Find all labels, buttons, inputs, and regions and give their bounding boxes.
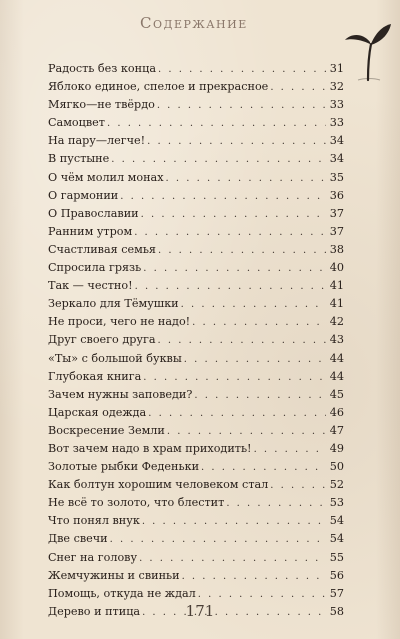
- toc-entry-title: Снег на голову: [48, 550, 138, 564]
- toc-leader-dots: [270, 477, 326, 495]
- toc-entry-title: Две свечи: [48, 532, 108, 546]
- toc-entry-page: 46: [329, 405, 344, 419]
- toc-leader-dots: [148, 405, 326, 423]
- toc-leader-dots: [167, 423, 326, 441]
- toc-entry-page: 50: [329, 460, 344, 474]
- toc-entry-title: Яблоко единое, спелое и прекрасное: [48, 80, 269, 94]
- toc-entry-page: 43: [329, 333, 344, 347]
- toc-entry-title: О чём молил монах: [48, 170, 164, 184]
- toc-entry: [48, 567, 344, 585]
- toc-entry-page: 44: [329, 369, 344, 383]
- toc-leader-dots: [194, 387, 326, 405]
- toc-leader-dots: [110, 531, 326, 549]
- toc-entry: [48, 350, 344, 368]
- toc-entry-page: 41: [329, 279, 344, 293]
- toc-entry: [48, 241, 344, 259]
- toc-entry-page: 34: [329, 152, 344, 166]
- toc-entry-title: Жемчужины и свиньи: [48, 568, 180, 582]
- toc-entry-title: Воскресение Земли: [48, 423, 165, 437]
- page-header: [0, 14, 400, 44]
- toc-entry-page: 40: [329, 261, 344, 275]
- toc-entry-title: Друг своего друга: [48, 333, 156, 347]
- toc-entry-page: 58: [329, 604, 344, 618]
- toc-leader-dots: [107, 115, 326, 133]
- toc-entry-title: Глубокая книга: [48, 369, 142, 383]
- toc-leader-dots: [270, 79, 326, 97]
- toc-entry-title: Помощь, откуда не ждал: [48, 586, 196, 600]
- toc-entry: [48, 512, 344, 530]
- toc-entry-page: 41: [329, 297, 344, 311]
- toc-entry-page: 56: [329, 568, 344, 582]
- table-of-contents: [48, 60, 344, 621]
- toc-entry-title: Радость без конца: [48, 62, 156, 75]
- toc-entry: [48, 585, 344, 603]
- toc-entry-page: 35: [329, 170, 344, 184]
- toc-leader-dots: [142, 513, 326, 531]
- toc-entry-title: Зеркало для Тёмушки: [48, 297, 179, 311]
- toc-leader-dots: [158, 242, 326, 260]
- toc-leader-dots: [134, 224, 326, 242]
- toc-entry-title: О Православии: [48, 206, 139, 220]
- toc-entry: [48, 114, 344, 132]
- toc-leader-dots: [226, 495, 326, 513]
- section-title: Содержание: [140, 14, 248, 32]
- toc-entry-page: 44: [329, 351, 344, 365]
- toc-entry-page: 55: [329, 550, 344, 564]
- toc-entry-title: Спросила грязь: [48, 261, 142, 275]
- toc-entry-title: Самоцвет: [48, 116, 105, 130]
- toc-entry: [48, 60, 344, 78]
- toc-entry-title: О гармонии: [48, 188, 119, 202]
- toc-leader-dots: [254, 441, 326, 459]
- toc-leader-dots: [139, 550, 326, 568]
- toc-leader-dots: [120, 188, 326, 206]
- toc-entry: [48, 494, 344, 512]
- toc-entry: [48, 386, 344, 404]
- toc-entry: [48, 78, 344, 96]
- toc-entry-page: 49: [329, 441, 344, 455]
- toc-leader-dots: [147, 133, 326, 151]
- toc-entry: [48, 458, 344, 476]
- toc-entry: [48, 96, 344, 114]
- toc-entry: [48, 295, 344, 313]
- toc-entry-title: «Ты» с большой буквы: [48, 351, 182, 365]
- toc-entry-page: 31: [329, 62, 344, 75]
- toc-entry-title: Вот зачем надо в храм приходить!: [48, 441, 252, 455]
- toc-leader-dots: [166, 170, 326, 188]
- toc-entry-title: Как болтун хорошим человеком стал: [48, 478, 269, 492]
- toc-leader-dots: [158, 332, 327, 350]
- toc-entry-page: 52: [329, 478, 344, 492]
- toc-entry-page: 36: [329, 188, 344, 202]
- toc-leader-dots: [158, 61, 326, 79]
- toc-entry: [48, 422, 344, 440]
- toc-leader-dots: [111, 151, 326, 169]
- toc-entry-title: Не всё то золото, что блестит: [48, 496, 225, 510]
- toc-entry: [48, 132, 344, 150]
- page-number: 171: [185, 602, 215, 620]
- toc-entry: [48, 440, 344, 458]
- toc-leader-dots: [141, 206, 326, 224]
- toc-entry-title: Золотые рыбки Феденьки: [48, 460, 200, 474]
- toc-entry-page: 32: [329, 80, 344, 94]
- toc-entry-title: Не проси, чего не надо!: [48, 315, 191, 329]
- toc-entry-title: Что понял внук: [48, 514, 140, 528]
- toc-entry: [48, 205, 344, 223]
- toc-entry-title: Дерево и птица: [48, 604, 141, 618]
- toc-entry-page: 42: [329, 315, 344, 329]
- toc-entry-page: 33: [329, 116, 344, 130]
- toc-entry-title: Зачем нужны заповеди?: [48, 387, 193, 401]
- toc-leader-dots: [184, 351, 326, 369]
- toc-leader-dots: [192, 314, 326, 332]
- toc-entry: [48, 169, 344, 187]
- toc-entry: [48, 259, 344, 277]
- toc-entry-title: Счастливая семья: [48, 242, 156, 256]
- toc-entry-page: 45: [329, 387, 344, 401]
- toc-entry-page: 53: [329, 496, 344, 510]
- toc-leader-dots: [157, 97, 326, 115]
- toc-entry: [48, 331, 344, 349]
- toc-entry: [48, 223, 344, 241]
- toc-leader-dots: [143, 260, 326, 278]
- toc-entry: [48, 277, 344, 295]
- toc-entry-page: 37: [329, 224, 344, 238]
- toc-entry-title: Мягко—не твёрдо: [48, 98, 155, 112]
- toc-entry: [48, 476, 344, 494]
- toc-entry-title: Так — честно!: [48, 279, 133, 293]
- toc-entry-title: Ранним утром: [48, 224, 133, 238]
- toc-entry: [48, 368, 344, 386]
- toc-entry: [48, 549, 344, 567]
- toc-entry: [48, 530, 344, 548]
- toc-leader-dots: [182, 568, 326, 586]
- toc-leader-dots: [201, 459, 326, 477]
- toc-entry-page: 54: [329, 514, 344, 528]
- toc-entry-title: Царская одежда: [48, 405, 147, 419]
- toc-entry-page: 33: [329, 98, 344, 112]
- toc-entry: [48, 313, 344, 331]
- toc-entry: [48, 150, 344, 168]
- toc-entry: [48, 187, 344, 205]
- toc-leader-dots: [143, 369, 326, 387]
- toc-entry-page: 54: [329, 532, 344, 546]
- sprout-icon: [344, 14, 392, 82]
- toc-entry: [48, 404, 344, 422]
- toc-entry-title: В пустыне: [48, 152, 110, 166]
- toc-entry-page: 38: [329, 242, 344, 256]
- toc-entry-page: 57: [329, 586, 344, 600]
- toc-entry-page: 47: [329, 423, 344, 437]
- toc-leader-dots: [181, 296, 326, 314]
- toc-entry-page: 37: [329, 206, 344, 220]
- toc-leader-dots: [135, 278, 326, 296]
- toc-entry-page: 34: [329, 134, 344, 148]
- toc-entry-title: На пару—легче!: [48, 134, 146, 148]
